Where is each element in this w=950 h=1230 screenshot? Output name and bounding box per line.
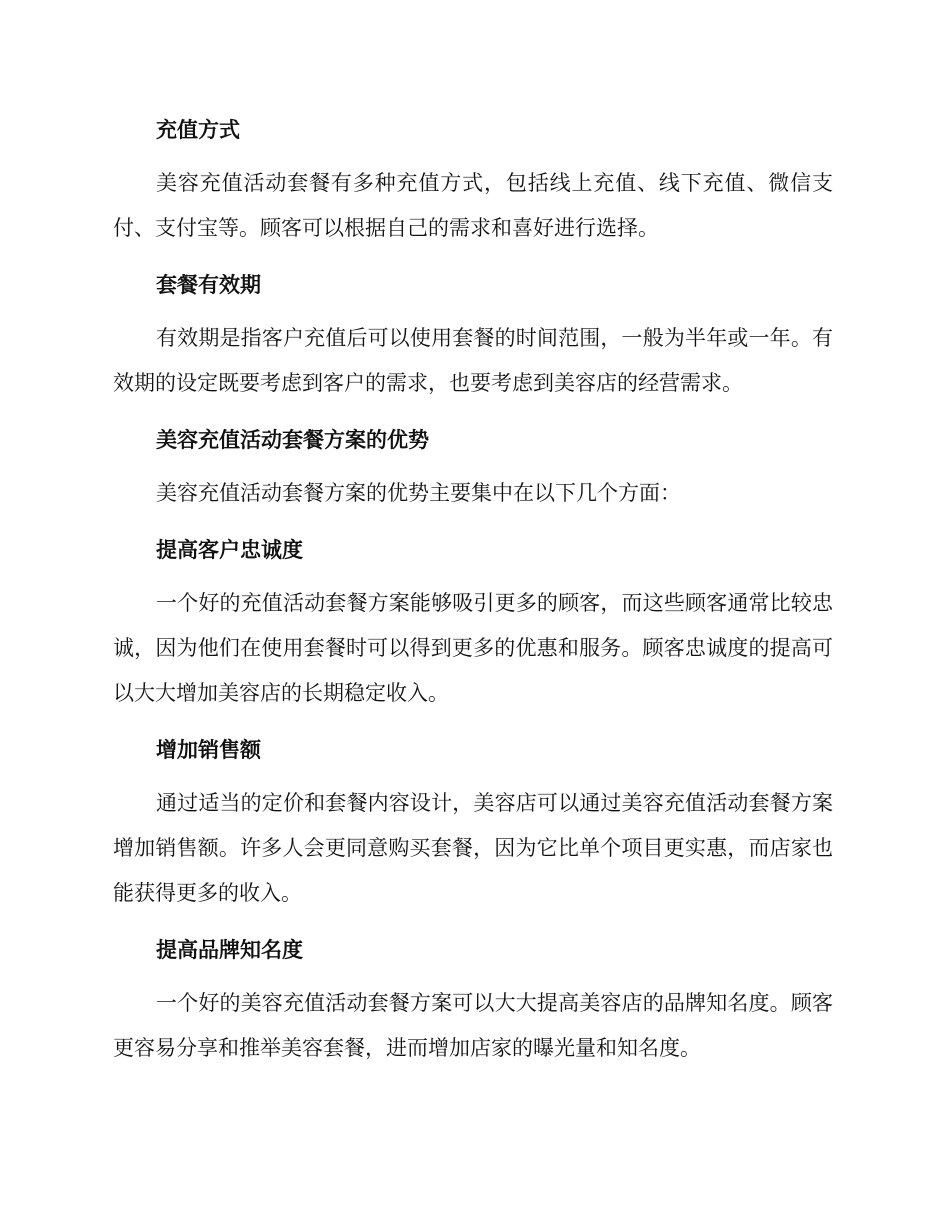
spacer [113, 459, 833, 471]
spacer [113, 916, 833, 931]
section-heading-customer-loyalty: 提高客户忠诚度 [156, 538, 303, 562]
spacer [113, 251, 833, 266]
section-heading-advantages: 美容充值活动套餐方案的优势 [156, 428, 429, 452]
spacer [113, 406, 833, 421]
section-paragraph-customer-loyalty: 一个好的充值活动套餐方案能够吸引更多的顾客，而这些顾客通常比较忠诚，因为他们在使用套餐时可以得到更多的优惠和服务。顾客忠诚度的提高可以大大增加美容店的长期稳定收入。 [113, 591, 833, 705]
section-heading-brand-awareness: 提高品牌知名度 [156, 938, 303, 962]
section-heading-recharge-methods: 充值方式 [156, 118, 240, 142]
spacer [113, 569, 833, 581]
spacer [113, 716, 833, 731]
spacer [113, 304, 833, 316]
section-paragraph-increase-sales: 通过适当的定价和套餐内容设计，美容店可以通过美容充值活动套餐方案增加销售额。许多人会更同意购买套餐，因为它比单个项目更实惠，而店家也能获得更多的收入。 [113, 791, 833, 905]
document-body [113, 111, 833, 1071]
spacer [113, 516, 833, 531]
spacer [113, 769, 833, 781]
section-paragraph-advantages: 美容充值活动套餐方案的优势主要集中在以下几个方面： [156, 481, 681, 505]
section-paragraph-recharge-methods: 美容充值活动套餐有多种充值方式，包括线上充值、线下充值、微信支付、支付宝等。顾客可以根据自己的需求和喜好进行选择。 [113, 171, 833, 240]
section-heading-increase-sales: 增加销售额 [156, 738, 261, 762]
section-paragraph-validity-period: 有效期是指客户充值后可以使用套餐的时间范围，一般为半年或一年。有效期的设定既要考虑到客户的需求，也要考虑到美容店的经营需求。 [113, 326, 833, 395]
spacer [113, 149, 833, 161]
section-heading-validity-period: 套餐有效期 [156, 273, 261, 297]
section-paragraph-brand-awareness: 一个好的美容充值活动套餐方案可以大大提高美容店的品牌知名度。顾客更容易分享和推举美容套餐，进而增加店家的曝光量和知名度。 [113, 991, 833, 1060]
spacer [113, 969, 833, 981]
